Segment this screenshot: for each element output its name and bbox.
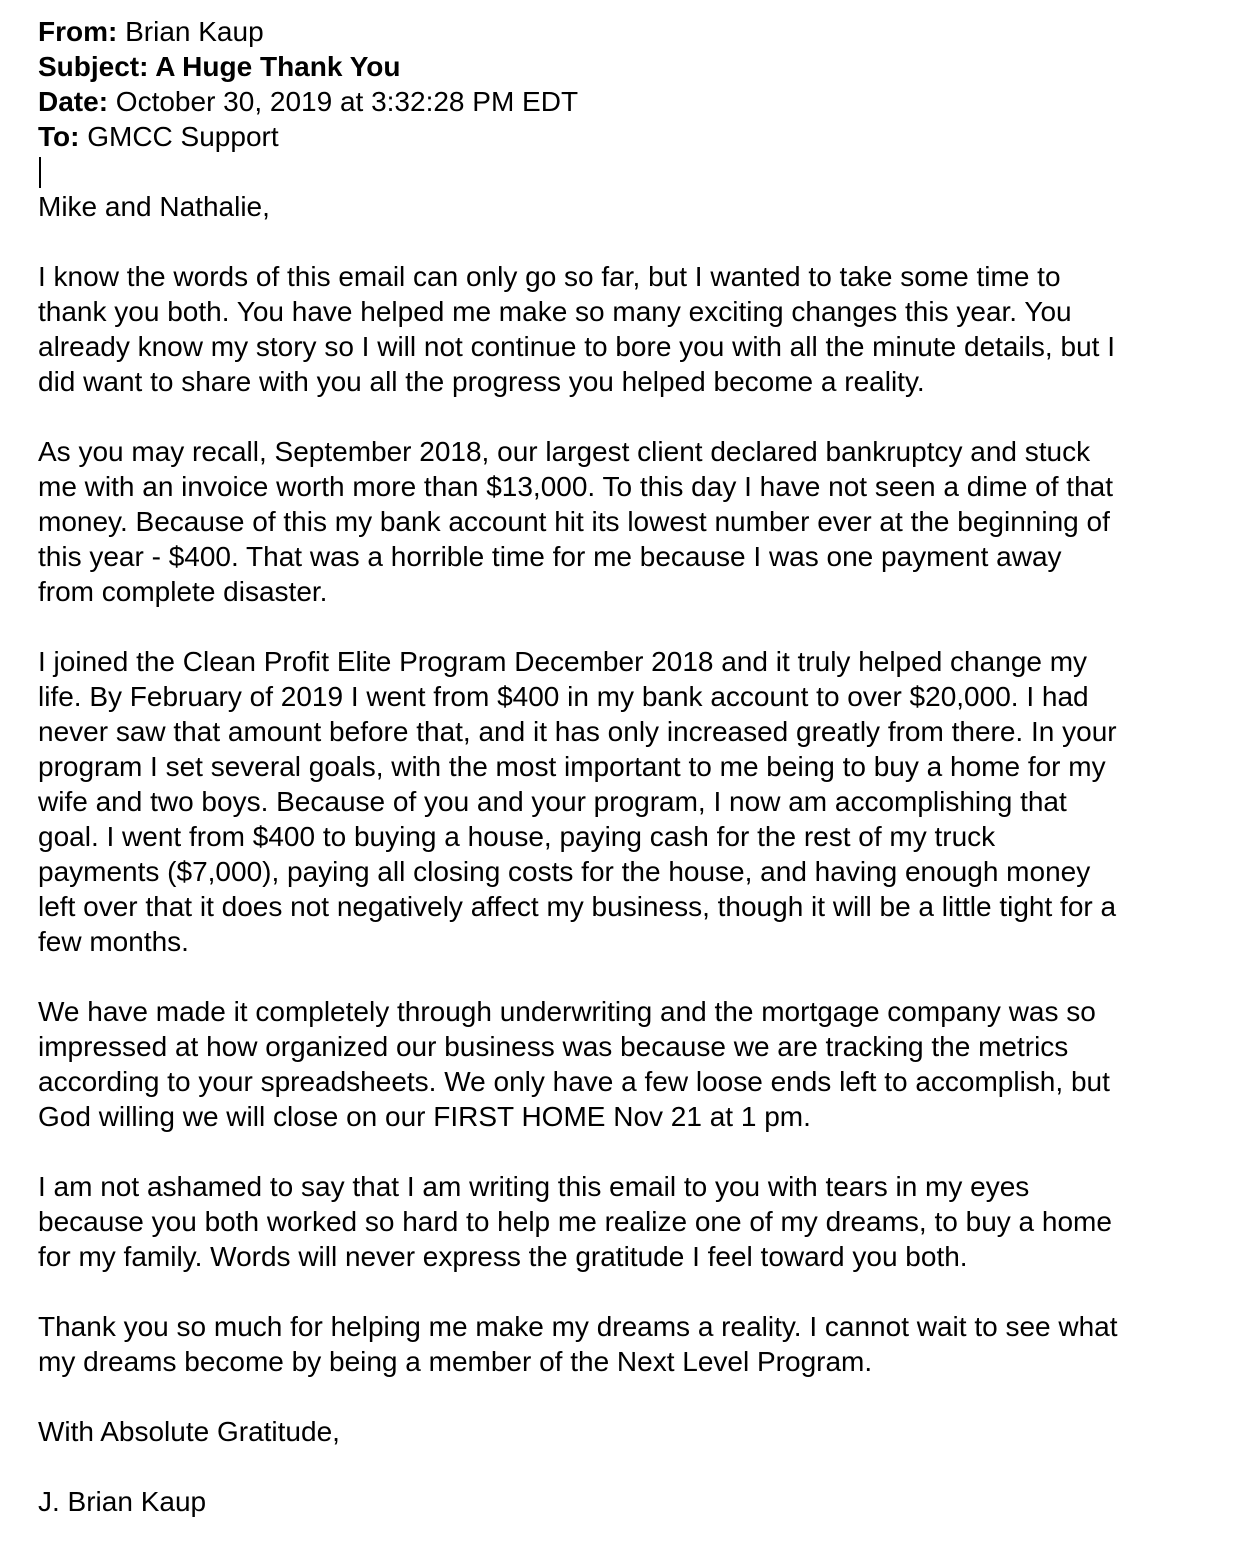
greeting: Mike and Nathalie, — [38, 191, 270, 222]
paragraph-4: We have made it completely through underwriting and the mortgage company was so impressed at how organized our business was because we are tracking the metrics according to your spreadsheets. We only have a few loose ends left to accomplish, but God willing we will close on our FIRST HOME Nov 21 at 1 pm. — [38, 996, 1110, 1132]
text-cursor-line[interactable] — [38, 154, 1238, 189]
email-message — [38, 14, 1238, 1519]
closing: With Absolute Gratitude, — [38, 1416, 340, 1447]
date-label: Date: — [38, 86, 109, 117]
date-value: October 30, 2019 at 3:32:28 PM EDT — [115, 86, 579, 117]
date-line — [38, 84, 1238, 119]
subject-line — [38, 49, 1238, 84]
paragraph-3: I joined the Clean Profit Elite Program December 2018 and it truly helped change my life. By February of 2019 I went from $400 in my bank account to over $20,000. I had never saw that amount before that, and it has only increased greatly from there. In your program I set several goals, with the most important to me being to buy a home for my wife and two boys. Because of you and your program, I now am accomplishing that goal. I went from $400 to buying a house, paying cash for the rest of my truck payments ($7,000), paying all closing costs for the house, and having enough money left over that it does not negatively affect my business, though it will be a little tight for a few months. — [38, 646, 1117, 957]
paragraph-6: Thank you so much for helping me make my dreams a reality. I cannot wait to see what my dreams become by being a member of the Next Level Program. — [38, 1311, 1118, 1377]
paragraph-1: I know the words of this email can only go so far, but I wanted to take some time to thank you both. You have helped me make so many exciting changes this year. You already know my story so I will not continue to bore you with all the minute details, but I did want to share with you all the progress you helped become a reality. — [38, 261, 1115, 397]
from-label: From: — [38, 16, 118, 47]
paragraph-5: I am not ashamed to say that I am writing this email to you with tears in my eyes because you both worked so hard to help me realize one of my dreams, to buy a home for my family. Words will never express the gratitude I feel toward you both. — [38, 1171, 1112, 1272]
subject-label: Subject: — [38, 51, 149, 82]
subject-value: A Huge Thank You — [155, 51, 401, 82]
to-line — [38, 119, 1238, 154]
text-cursor — [39, 157, 41, 188]
to-label: To: — [38, 121, 80, 152]
signature: J. Brian Kaup — [38, 1486, 207, 1517]
paragraph-2: As you may recall, September 2018, our largest client declared bankruptcy and stuck me with an invoice worth more than $13,000. To this day I have not seen a dime of that money. Because of this my bank account hit its lowest number ever at the beginning of this year - $400. That was a horrible time for me because I was one payment away from complete disaster. — [38, 436, 1114, 607]
from-line — [38, 14, 1238, 49]
from-value: Brian Kaup — [125, 16, 264, 47]
to-value: GMCC Support — [87, 121, 279, 152]
